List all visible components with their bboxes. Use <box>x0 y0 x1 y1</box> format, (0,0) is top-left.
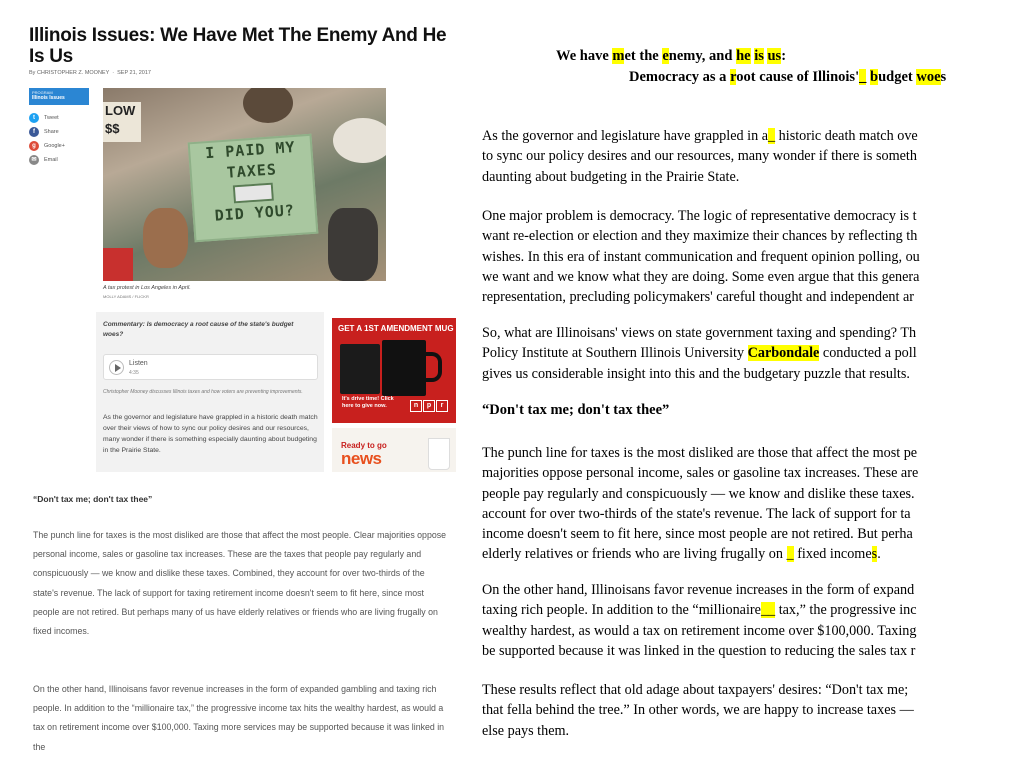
printed-document-panel <box>470 0 1024 777</box>
share-google-plus[interactable] <box>29 139 93 153</box>
coffee-cup-icon <box>428 438 450 470</box>
highlighted-text: woe <box>916 69 941 85</box>
doc-text: conducted a poll <box>819 345 917 362</box>
doc-line: that fella behind the tree.” In other words, we are happy to increase taxes — <box>482 702 914 719</box>
photo-sign-text: I PAID MY <box>204 137 297 163</box>
npr-letter: p <box>423 400 435 412</box>
photo-sign-text: DID YOU? <box>214 201 296 225</box>
doc-line: majorities oppose personal income, sales or gasoline tax increases. These are <box>482 465 919 482</box>
title-text: udget <box>878 69 917 85</box>
highlighted-text: Carbondale <box>747 345 820 362</box>
doc-line: The punch line for taxes is the most disliked are those that affect the most pe <box>482 445 918 461</box>
doc-line: else pays them. <box>482 722 570 739</box>
highlighted-text: is <box>754 48 764 64</box>
doc-title-line1 <box>556 46 1024 67</box>
title-text: et the <box>624 48 663 64</box>
byline-date: SEP 21, 2017 <box>117 70 151 76</box>
title-text: nemy, and <box>668 48 737 64</box>
title-text: : <box>781 48 787 64</box>
photo-person <box>333 118 386 163</box>
doc-line: income doesn't seem to fit here, since most people are not retired. But perha <box>482 526 913 543</box>
doc-paragraph-1 <box>482 126 1024 187</box>
section-subhead: “Don't tax me; don't tax thee” <box>33 494 153 504</box>
doc-line: So, what are Illinoisans' views on state government taxing and spending? Th <box>482 325 917 341</box>
photo-sign-taxes <box>188 134 319 242</box>
share-label: Google+ <box>44 143 65 149</box>
doc-line: wealthy hardest, as would a tax on retirement income over $100,000. Taxing <box>482 622 917 639</box>
npr-logo <box>410 400 449 412</box>
photo-sign-text: TAXES <box>226 160 278 182</box>
audio-player[interactable] <box>103 354 318 380</box>
doc-line: be supported because it was linked in the question to reducing the sales tax r <box>482 642 916 659</box>
highlighted-text: _ <box>859 69 867 85</box>
ad-ready-to-go-news[interactable] <box>332 428 456 472</box>
doc-text: Policy Institute at Southern Illinois University <box>482 345 748 362</box>
photo-person <box>328 208 378 281</box>
doc-line: to sync our policy desires and our resources, many wonder if there is someth <box>482 148 917 165</box>
photo-person <box>243 88 293 123</box>
share-facebook[interactable] <box>29 125 93 139</box>
doc-line: we want and we know what they are doing. Some even argue that this genera <box>482 268 920 285</box>
doc-paragraph-2 <box>482 206 1024 307</box>
doc-line: wishes. In this era of instant communication and frequent opinion polling, ou <box>482 248 920 265</box>
share-email[interactable] <box>29 153 93 167</box>
doc-line: people pay regularly and conspicuously — we know and dislike these taxes. <box>482 485 915 502</box>
money-badge-icon <box>233 182 274 203</box>
doc-text: taxing rich people. In addition to the “millionaire <box>482 602 761 619</box>
highlighted-text: he <box>736 48 751 64</box>
tax-protest-photo[interactable] <box>103 88 386 281</box>
byline-separator: · <box>112 70 115 76</box>
share-label: Email <box>44 157 58 163</box>
byline-author[interactable]: By CHRISTOPHER Z. MOONEY <box>29 70 110 76</box>
body-paragraph: The punch line for taxes is the most disliked are those that affect the most people. Clear majorities oppose personal income, sales or gasoline tax increases. These are the taxes that people pay regularly and conspicuously — we know and dislike these taxes. Combined, they account for over two-thirds of the state's revenue. The lack of support for taxing retirement income doesn't seem to fit here, since most people are not retired. But perhaps many of us have elderly relatives or friends who are living frugally on fixed incomes. <box>33 530 447 637</box>
play-icon[interactable] <box>109 360 124 375</box>
doc-line: want re-election or election and they maximize their chances by reflecting th <box>482 228 918 245</box>
highlighted-text: _ <box>786 546 794 563</box>
doc-line: representation, precluding policymakers' careful thought and independent ar <box>482 289 914 306</box>
doc-line: On the other hand, Illinoisans favor revenue increases in the form of expand <box>482 582 915 598</box>
intro-paragraph: As the governor and legislature have grappled in a historic death match over their views of how to sync our policy desires and our resources, many wonder if there is something especially daunting about budgeting in the Prairie State. <box>103 414 318 454</box>
article-headline: Illinois Issues: We Have Met The Enemy And He Is Us <box>29 25 447 67</box>
twitter-icon: t <box>29 113 39 123</box>
doc-subhead: “Don't tax me; don't tax thee” <box>482 402 670 418</box>
program-label: PROGRAM <box>32 90 53 95</box>
npr-letter: n <box>410 400 422 412</box>
npr-letter: r <box>436 400 448 412</box>
photo-caption: A tax protest in Los Angeles in April. <box>103 285 191 291</box>
title-text: s <box>940 69 947 85</box>
doc-paragraph-4 <box>482 443 1024 565</box>
ad-news-line1: Ready to go <box>341 441 387 450</box>
photo-sign-low <box>103 102 141 142</box>
listen-duration: 4:35 <box>129 370 139 376</box>
photo-person <box>143 208 188 268</box>
highlighted-text: s <box>871 546 878 563</box>
doc-text: tax,” the progressive inc <box>775 602 917 619</box>
mug-handle-icon <box>424 352 442 382</box>
highlighted-text: e <box>662 48 669 64</box>
doc-line: gives us considerable insight into this and the budgetary puzzle that results. <box>482 365 910 382</box>
title-text: We have <box>556 48 613 64</box>
highlighted-text: us <box>767 48 782 64</box>
listen-label: Listen <box>129 360 148 367</box>
share-label: Share <box>44 129 59 135</box>
photo-sign-text: $$ <box>105 121 120 136</box>
doc-line <box>482 128 918 144</box>
ad-body: It's drive time! Click here to give now. <box>342 396 394 409</box>
doc-line: One major problem is democracy. The logic of representative democracy is t <box>482 208 917 224</box>
highlighted-text: m <box>612 48 625 64</box>
google-plus-icon: g <box>29 141 39 151</box>
ad-news-line2: news <box>341 449 382 468</box>
mug-icon <box>340 344 380 394</box>
doc-paragraph-6 <box>482 680 1024 741</box>
highlighted-text: __ <box>760 602 776 619</box>
commentary-teaser: Commentary: Is democracy a root cause of the state's budget woes? <box>103 321 294 338</box>
doc-text: As the governor and legislature have grappled in a <box>482 128 769 144</box>
doc-line <box>482 345 917 361</box>
doc-line <box>482 546 881 562</box>
doc-text: . <box>877 546 881 563</box>
doc-line: These results reflect that old adage about taxpayers' desires: “Don't tax me; <box>482 682 909 698</box>
doc-line: daunting about budgeting in the Prairie State. <box>482 168 740 185</box>
highlighted-text: b <box>869 69 879 85</box>
doc-line <box>482 602 917 618</box>
title-text: Democracy as a <box>629 69 731 85</box>
ad-title: GET A 1ST AMENDMENT MUG <box>338 324 454 333</box>
highlighted-text: r <box>730 69 737 85</box>
audio-caption: Christopher Mooney discusses Illinois taxes and how voters are preventing improvements. <box>103 389 303 395</box>
program-value: Illinois Issues <box>32 95 65 101</box>
ad-npr-mug[interactable] <box>332 318 456 423</box>
title-text: oot cause of Illinois' <box>736 69 860 85</box>
body-paragraph: On the other hand, Illinoisans favor revenue increases in the form of expanded gambling and taxing rich people. In addition to the “millionaire tax,” the progressive income tax hits the wealthy hardest, as would a tax on retirement income over $100,000. Taxing more services may be supported because it was linked in the <box>33 684 445 752</box>
mug-icon <box>382 340 426 396</box>
byline <box>29 70 151 76</box>
doc-text: historic death match ove <box>775 128 918 144</box>
doc-title-line2 <box>629 67 1024 88</box>
facebook-icon: f <box>29 127 39 137</box>
share-twitter[interactable] <box>29 111 93 125</box>
photo-sign-text: LOW <box>105 103 136 118</box>
share-list <box>29 111 93 167</box>
doc-text: elderly relatives or friends who are living frugally on <box>482 546 787 563</box>
doc-paragraph-5 <box>482 580 1024 661</box>
share-label: Tweet <box>44 115 59 121</box>
program-tag[interactable] <box>29 88 89 105</box>
photo-credit: MOLLY ADAMS / FLICKR <box>103 294 149 299</box>
doc-line: account for over two-thirds of the state's revenue. The lack of support for ta <box>482 505 911 522</box>
doc-text: fixed income <box>793 546 872 563</box>
highlighted-text: _ <box>768 128 776 144</box>
photo-sign-red <box>103 248 133 281</box>
web-article-panel <box>0 0 470 777</box>
email-icon: ✉ <box>29 155 39 165</box>
doc-paragraph-3 <box>482 323 1024 384</box>
